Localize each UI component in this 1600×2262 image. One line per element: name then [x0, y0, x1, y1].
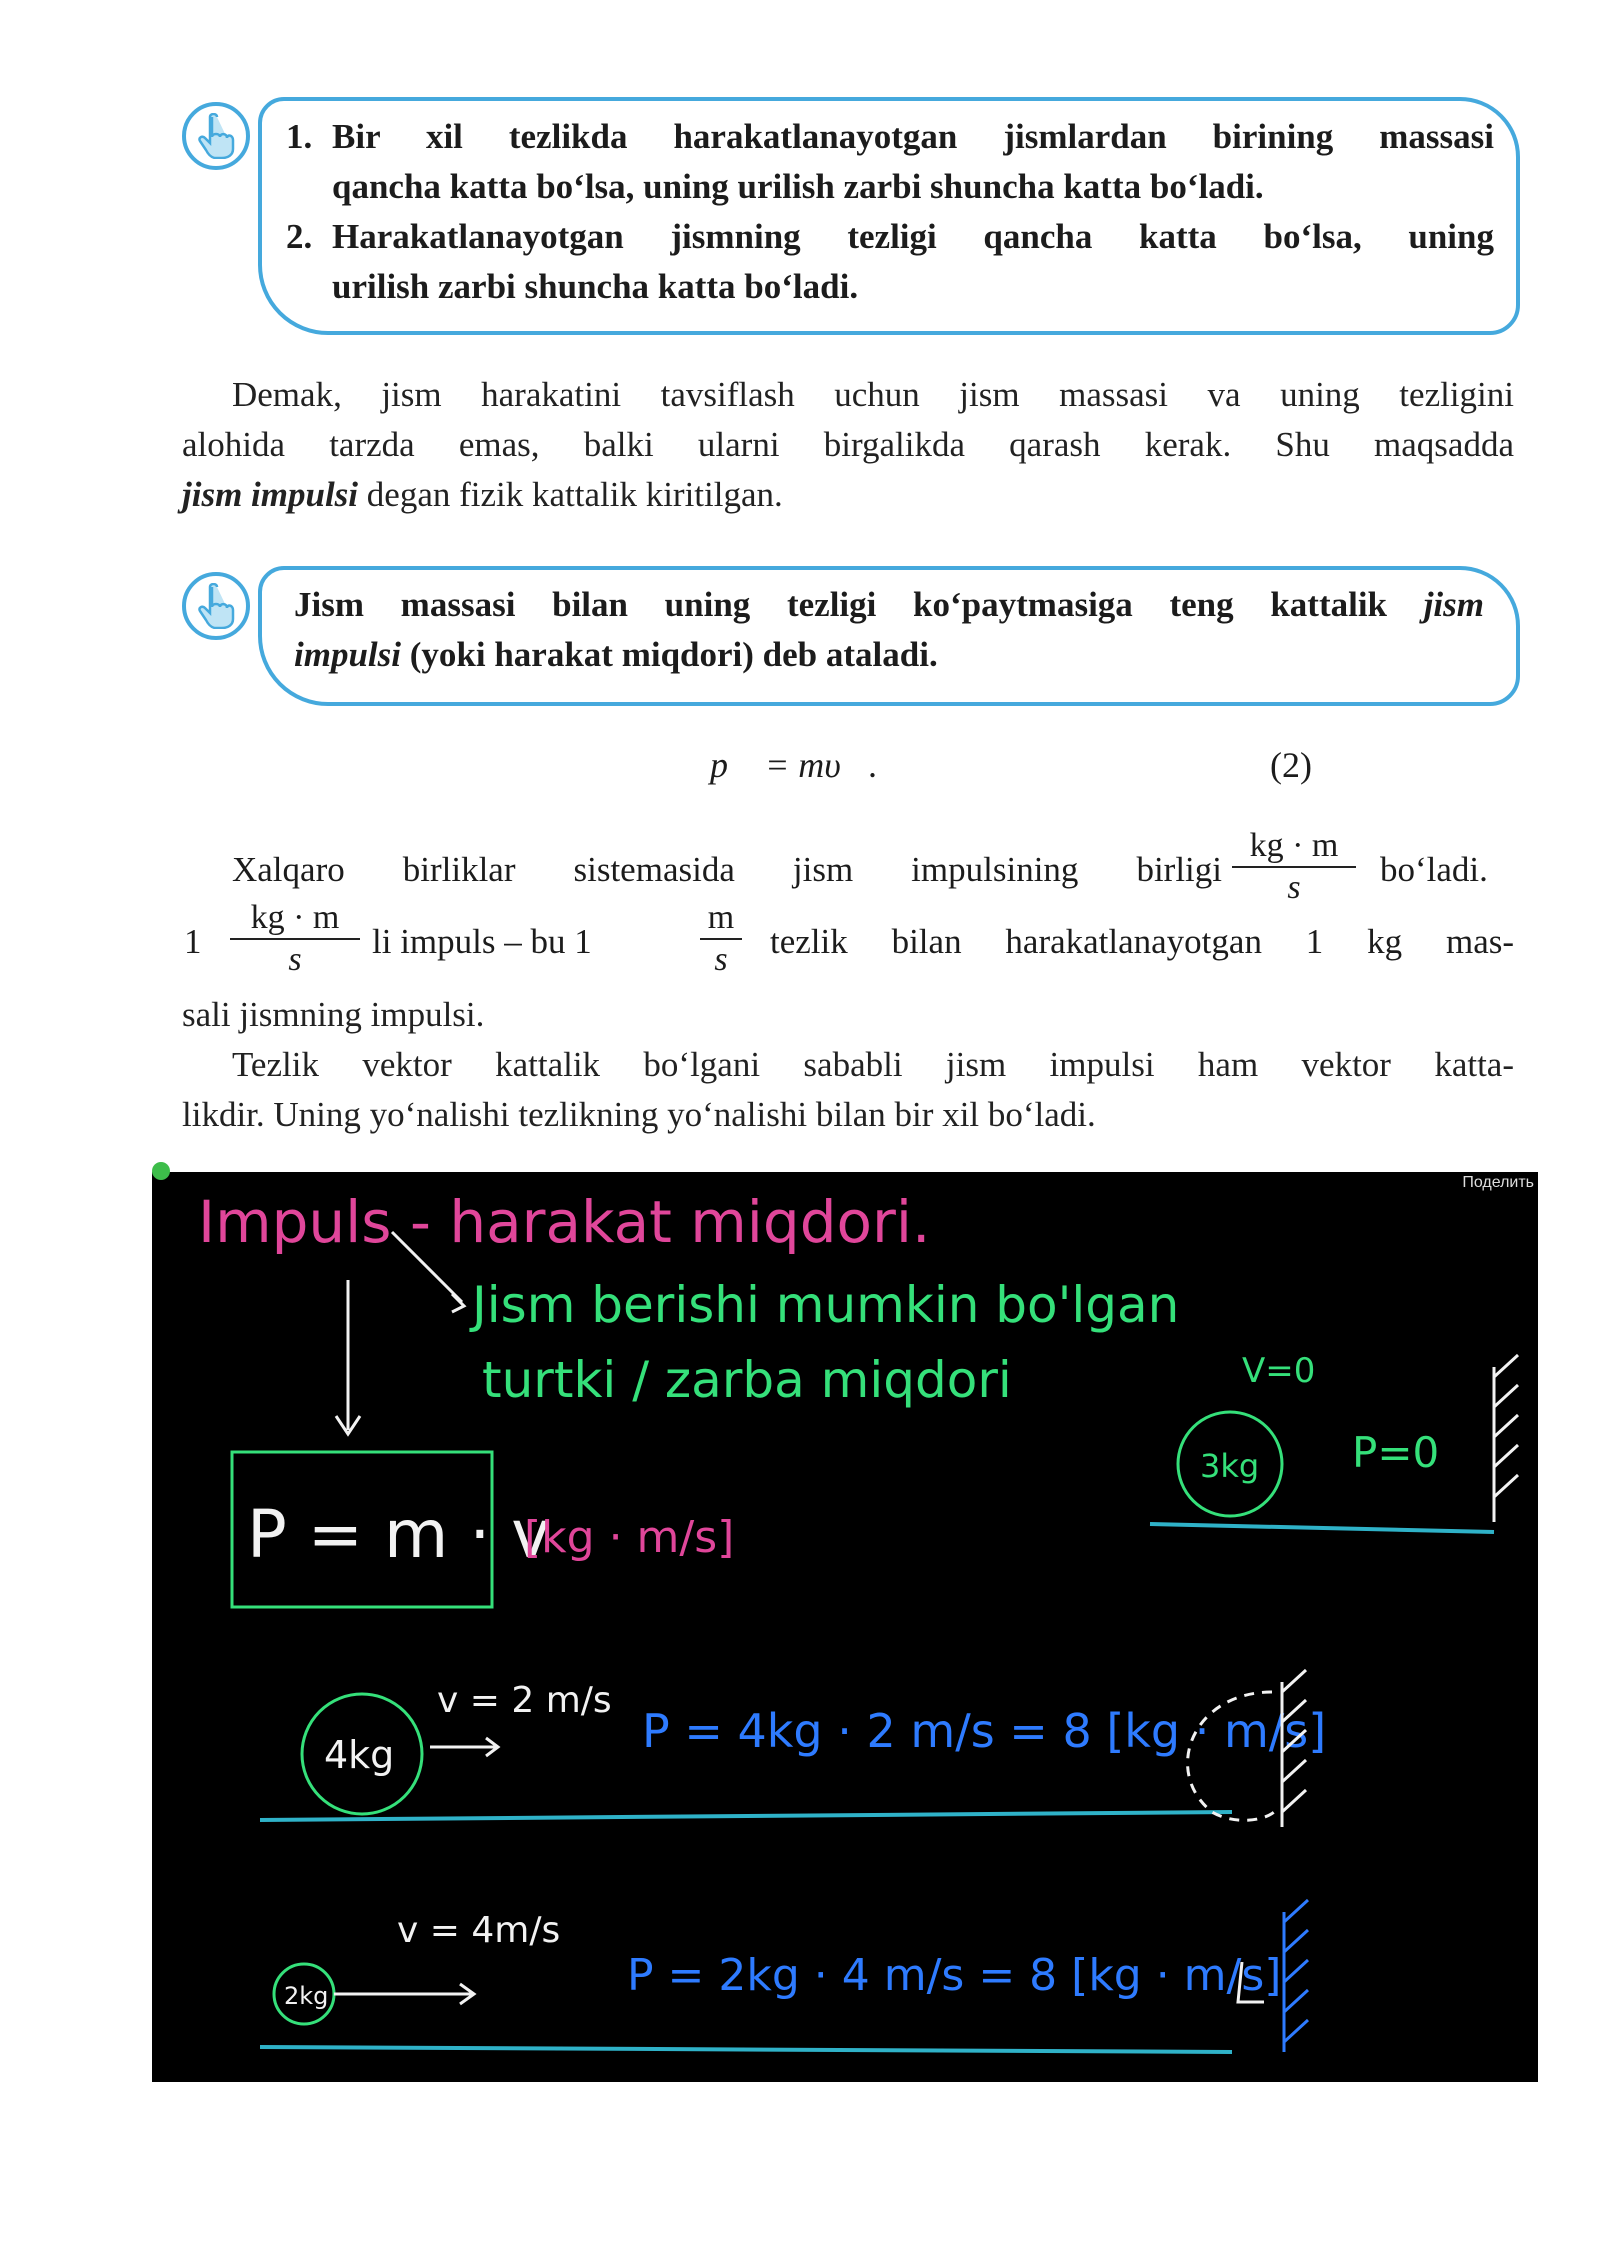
- definition-term-part-2: impulsi: [294, 635, 401, 674]
- floor-line-rest: [1150, 1524, 1494, 1532]
- example-1-formula: P = 4kg · 2 m/s = 8 [kg · m/s]: [642, 1704, 1327, 1758]
- floor-line-2: [260, 2047, 1232, 2052]
- main-formula: P = m · v: [247, 1496, 551, 1573]
- impulse-unit-fraction: [230, 898, 360, 980]
- paragraph-1-line-3-rest: degan fizik kattalik kiritilgan.: [358, 475, 783, 514]
- paragraph-2-one: 1: [184, 922, 202, 961]
- jism-impulsi-term: jism impulsi: [182, 475, 359, 514]
- example-1-arrow: [430, 1738, 498, 1756]
- pointing-hand-icon: [182, 102, 250, 170]
- arrow-note-2: turtki / zarba miqdori: [482, 1351, 1012, 1409]
- share-button[interactable]: Поделить: [1462, 1174, 1534, 1191]
- impulse-unit-denominator: s: [230, 938, 360, 980]
- unit-bracket: [kg · m/s]: [524, 1512, 735, 1563]
- rule-list: [286, 112, 1494, 312]
- video-title: Impuls - harakat miqdori.: [198, 1188, 931, 1256]
- momentum-formula: p⃗ = mυ⃗.: [710, 745, 878, 785]
- rule-1-line-2: qancha katta bo‘lsa, uning urilish zarbi shuncha katta bo‘ladi.: [332, 167, 1264, 206]
- speed-unit-numerator: m: [707, 899, 735, 936]
- paragraph-1-line-3: [182, 470, 1514, 520]
- paragraph-1: [182, 370, 1514, 520]
- impulse-unit-numerator: kg · m: [250, 899, 340, 936]
- definition-line-1: [294, 580, 1484, 630]
- definition-term-part-1: jism: [1423, 585, 1484, 624]
- speed-unit-denominator: s: [700, 938, 742, 980]
- example-2-velocity: v = 4m/s: [397, 1910, 561, 1951]
- paragraph-1-line-1: Demak, jism harakatini tavsiflash uchun jism massasi va uning tezligini: [232, 375, 1514, 414]
- paragraph-2-rest: [182, 990, 1514, 1140]
- example-1-mass: 4kg: [324, 1733, 395, 1777]
- blackboard-drawing: [152, 1172, 1538, 2082]
- rule-2-line-2: urilish zarbi shuncha katta bo‘ladi.: [332, 267, 859, 306]
- paragraph-1-line-2: alohida tarzda emas, balki ularni birgalikda qarash kerak. Shu maqsadda: [182, 425, 1514, 464]
- paragraph-2-line-1-end: bo‘ladi.: [1380, 850, 1488, 889]
- definition-line-1-start: Jism massasi bilan uning tezligi ko‘paytmasiga teng kattalik: [294, 585, 1424, 624]
- paragraph-2-line-2-end: tezlik bilan harakatlanayotgan 1 kg mas-: [770, 922, 1514, 961]
- definition-line-2-rest: (yoki harakat miqdori) deb ataladi.: [400, 635, 938, 674]
- unit-numerator: kg · m: [1249, 827, 1339, 864]
- rest-mass: 3kg: [1200, 1447, 1260, 1485]
- speed-unit-fraction: [700, 898, 742, 980]
- rule-2-number: 2.: [286, 217, 313, 256]
- paragraph-2-line-5: likdir. Uning yo‘nalishi tezlikning yo‘nalishi bilan bir xil bo‘ladi.: [182, 1095, 1096, 1134]
- pointing-hand-icon: [182, 572, 250, 640]
- wall-2: [1284, 1900, 1308, 2052]
- paragraph-2-line-3: sali jismning impulsi.: [182, 995, 485, 1034]
- example-2-arrow: [334, 1984, 474, 2004]
- floor-line-1: [260, 1812, 1232, 1820]
- formula-number: (2): [1270, 745, 1312, 785]
- rule-1-number: 1.: [286, 117, 313, 156]
- video-indicator-icon: [152, 1162, 170, 1180]
- arrow-note-1: Jism berishi mumkin bo'lgan: [472, 1276, 1180, 1334]
- paragraph-2-line-1: Xalqaro birliklar sistemasida jism impulsining birligi: [232, 850, 1222, 889]
- rule-1-line-1: Bir xil tezlikda harakatlanayotgan jismlardan birining massasi: [332, 117, 1494, 156]
- rule-2-line-1: Harakatlanayotgan jismning tezligi qancha katta bo‘lsa, uning: [332, 217, 1494, 256]
- wall-rest: [1494, 1355, 1518, 1522]
- definition-text: [294, 580, 1484, 680]
- example-1-velocity: v = 2 m/s: [437, 1680, 612, 1721]
- paragraph-2-line-2-mid: li impuls – bu 1: [372, 922, 592, 961]
- paragraph-2-line-4: Tezlik vektor kattalik bo‘lgani sababli jism impulsi ham vektor katta-: [232, 1045, 1514, 1084]
- rest-velocity: V=0: [1242, 1351, 1316, 1391]
- video-frame[interactable]: [152, 1172, 1538, 2082]
- rest-momentum: P=0: [1352, 1428, 1440, 1477]
- example-2-formula: P = 2kg · 4 m/s = 8 [kg · m/s]: [627, 1950, 1282, 2001]
- example-2-mass: 2kg: [284, 1982, 329, 2010]
- unit-fraction: [1232, 826, 1356, 908]
- definition-line-2: [294, 630, 1484, 680]
- unit-denominator: s: [1232, 866, 1356, 908]
